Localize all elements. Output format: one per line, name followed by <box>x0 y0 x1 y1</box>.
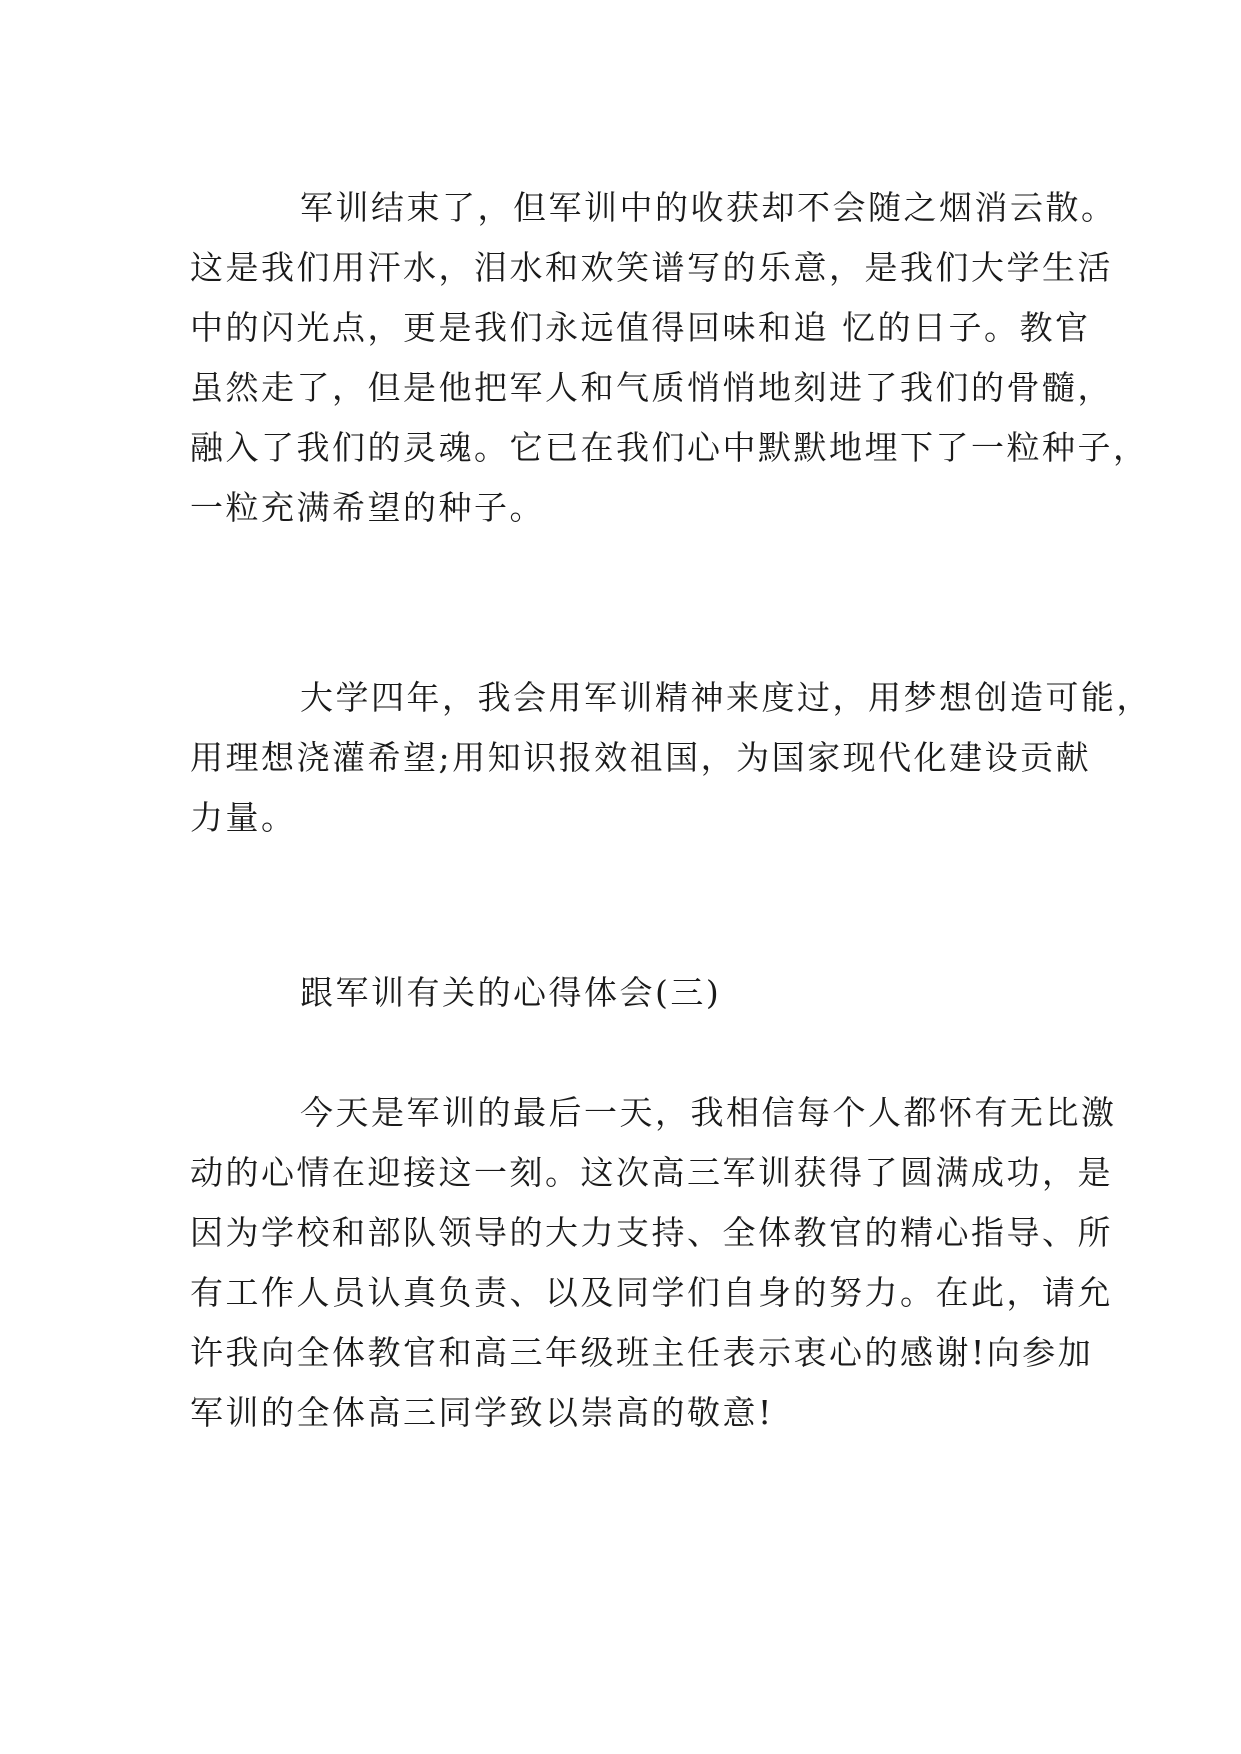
paragraph-1-line-6: 一粒充满希望的种子。 <box>190 488 545 527</box>
paragraph-3-line-3: 因为学校和部队领导的大力支持、全体教官的精心指导、所 <box>190 1213 1113 1252</box>
paragraph-3-line-4: 有工作人员认真负责、以及同学们自身的努力。在此，请允 <box>190 1273 1113 1312</box>
paragraph-1-line-3: 中的闪光点，更是我们永远值得回味和追 忆的日子。教官 <box>190 308 1091 347</box>
paragraph-1-line-1: 军训结束了，但军训中的收获却不会随之烟消云散。 <box>300 188 1117 227</box>
paragraph-1-line-5: 融入了我们的灵魂。它已在我们心中默默地埋下了一粒种子， <box>190 428 1149 467</box>
paragraph-3-line-2: 动的心情在迎接这一刻。这次高三军训获得了圆满成功，是 <box>190 1153 1113 1192</box>
paragraph-1-line-4: 虽然走了，但是他把军人和气质悄悄地刻进了我们的骨髓， <box>190 368 1113 407</box>
paragraph-3-line-1: 今天是军训的最后一天，我相信每个人都怀有无比激 <box>300 1093 1117 1132</box>
paragraph-3-line-6: 军训的全体高三同学致以崇高的敬意! <box>190 1393 774 1432</box>
paragraph-3-line-5: 许我向全体教官和高三年级班主任表示衷心的感谢!向参加 <box>190 1333 1094 1372</box>
paragraph-2-line-2: 用理想浇灌希望;用知识报效祖国，为国家现代化建设贡献 <box>190 738 1092 777</box>
paragraph-2-line-3: 力量。 <box>190 798 297 837</box>
section-heading: 跟军训有关的心得体会(三) <box>300 973 722 1012</box>
paragraph-1-line-2: 这是我们用汗水，泪水和欢笑谱写的乐意，是我们大学生活 <box>190 248 1113 287</box>
paragraph-2-line-1: 大学四年，我会用军训精神来度过，用梦想创造可能， <box>300 678 1152 717</box>
